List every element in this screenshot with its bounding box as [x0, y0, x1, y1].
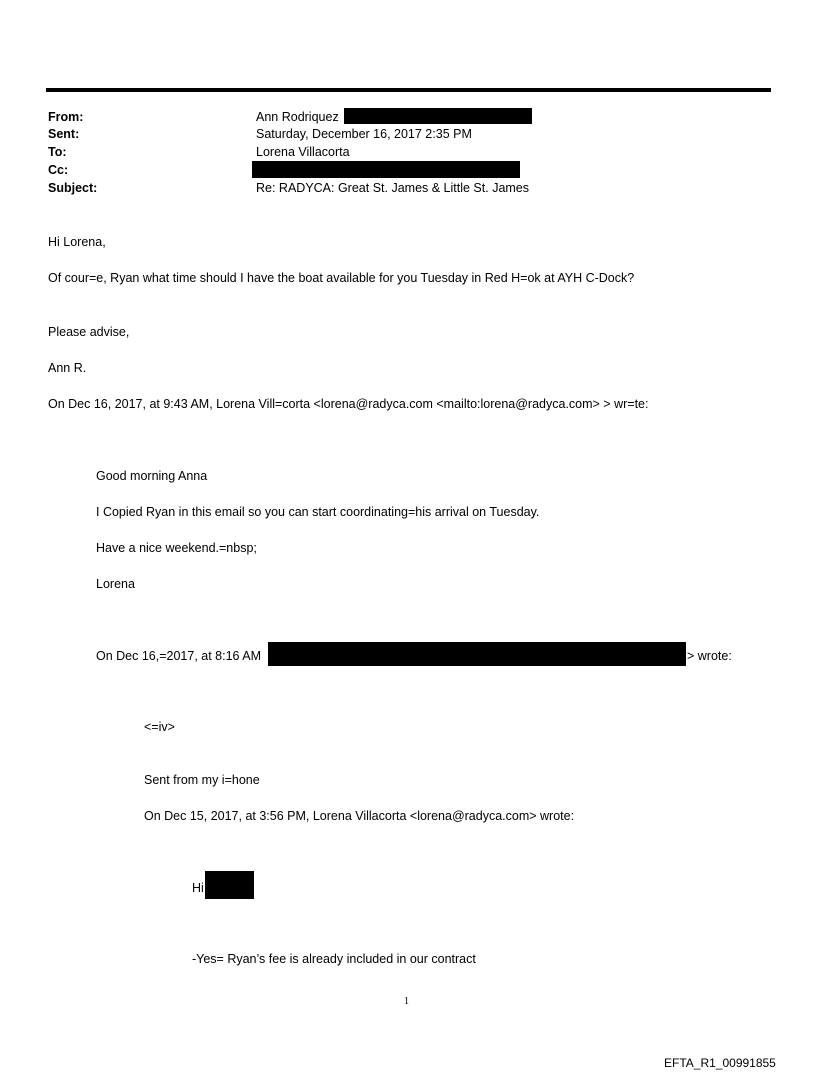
- quote-3-greeting: Hi: [192, 881, 204, 895]
- body-line-1: Of cour=e, Ryan what time should I have the boat available for you Tuesday in Red H=ok at AYH C-Dock?: [48, 271, 635, 285]
- quote-1-line-1: I Copied Ryan in this email so you can start coordinating=his arrival on Tuesday.: [96, 505, 540, 519]
- quote-2-sent-from: Sent from my i=hone: [144, 773, 260, 787]
- subject-value: Re: RADYCA: Great St. James & Little St. James: [256, 181, 530, 195]
- quote-2-header-start: On Dec 16,=2017, at 8:16 AM: [96, 649, 262, 663]
- quote-1-line-2: Have a nice weekend.=nbsp;: [96, 541, 257, 555]
- to-label: To:: [48, 145, 67, 159]
- from-redaction: [344, 108, 532, 124]
- quote-1-header: On Dec 16, 2017, at 9:43 AM, Lorena Vill=corta <lorena@radyca.com <mailto:lorena@radyca.com> > wr=te:: [48, 397, 649, 411]
- sent-value: Saturday, December 16, 2017 2:35 PM: [256, 127, 472, 141]
- quote-2-div-text: <=iv>: [144, 720, 175, 734]
- header-rule: [46, 88, 771, 92]
- body-signature: Ann R.: [48, 361, 87, 375]
- subject-label: Subject:: [48, 181, 98, 195]
- quote-3-header: On Dec 15, 2017, at 3:56 PM, Lorena Villacorta <lorena@radyca.com> wrote:: [144, 809, 575, 823]
- page-number: 1: [404, 996, 409, 1007]
- sent-label: Sent:: [48, 127, 80, 141]
- from-label: From:: [48, 110, 84, 124]
- cc-label: Cc:: [48, 163, 69, 177]
- quote-3-line-1: -Yes= Ryan’s fee is already included in our contract: [192, 952, 476, 966]
- from-value: Ann Rodriquez: [256, 110, 339, 124]
- body-greeting: Hi Lorena,: [48, 235, 106, 249]
- quote-3-greeting-redaction: [205, 871, 254, 899]
- to-value: Lorena Villacorta: [256, 145, 350, 159]
- body-line-2: Please advise,: [48, 325, 130, 339]
- document-id: EFTA_R1_00991855: [664, 1056, 776, 1070]
- quote-1-greeting: Good morning Anna: [96, 469, 208, 483]
- quote-1-signature: Lorena: [96, 577, 135, 591]
- quote-2-header-redaction: [268, 642, 686, 666]
- cc-redaction: [252, 161, 520, 178]
- quote-2-header-end: > wrote:: [687, 649, 732, 663]
